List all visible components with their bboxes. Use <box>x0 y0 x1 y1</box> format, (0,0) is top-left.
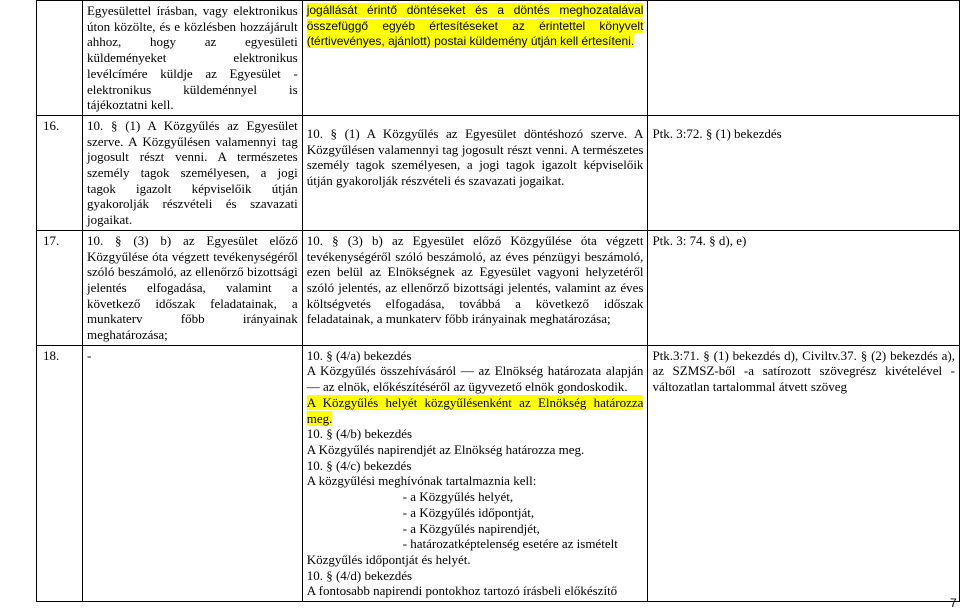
legal-reference: Ptk.3:71. § (1) bekezdés d), Civiltv.37. § (2) bekezdés a), az SZMSZ-ből -a satírozott szövegrész kivételével - változatlan tartalommal átvett szöveg <box>648 345 960 601</box>
section-heading: 10. § (4/c) bekezdés <box>306 457 412 473</box>
section-heading: 10. § (4/a) bekezdés <box>306 347 412 363</box>
proposed-text <box>302 345 648 601</box>
row-number <box>37 1 83 116</box>
section-heading: 10. § (4/d) bekezdés <box>306 567 413 583</box>
list-item: - a Közgyűlés napirendjét, <box>402 520 540 536</box>
table-row <box>37 115 960 230</box>
list-item: - a Közgyűlés időpontját, <box>402 504 535 520</box>
table-row <box>37 230 960 345</box>
page-number: 7 <box>950 596 957 610</box>
current-text: Egyesülettel írásban, vagy elektronikus úton közölte, és e közlésben hozzájárult ahhoz, hogy az egyesületi küldeményeket elektronikus levélcímére küldje az Egyesület - elektronikus küldeménnyel is tájékoztatni kell. <box>82 1 302 116</box>
row-number: 17. <box>37 230 83 345</box>
legal-reference: Ptk. 3:72. § (1) bekezdés <box>648 115 960 230</box>
paragraph: A Közgyűlés napirendjét az Elnökség határozza meg. <box>306 441 585 457</box>
paragraph: Közgyűlés időpontját és helyét. <box>306 551 471 567</box>
proposed-text <box>302 1 648 116</box>
table-row <box>37 1 960 116</box>
current-text: 10. § (1) A Közgyűlés az Egyesület szerve. A Közgyűlésen valamennyi tag jogosult részt venni. A természetes személy tagok személyesen, a jogi tagok igazolt képviselőik útján gyakorolják részvételi és szavazati jogaikat. <box>82 115 302 230</box>
legal-reference <box>648 1 960 116</box>
proposed-text: 10. § (3) b) az Egyesület előző Közgyűlése óta végzett tevékenységéről szóló beszámoló, az éves pénzügyi beszámoló, ezen belül az Elnökségnek az Egyesület vagyoni helyzetéről szóló jelentés, az ellenőrző bizottsági jelentés, valamint az éves költségvetés elfogadása, továbbá a következő időszak feladatainak, a munkaterv főbb irányainak meghatározása; <box>302 230 648 345</box>
current-text: 10. § (3) b) az Egyesület előző Közgyűlése óta végzett tevékenységéről szóló beszámoló, az ellenőrző bizottsági jelentés elfogadása, valamint a következő időszak feladatainak, a munkaterv főbb irányainak meghatározása; <box>82 230 302 345</box>
row-number: 16. <box>37 115 83 230</box>
section-heading: 10. § (4/b) bekezdés <box>306 426 413 442</box>
paragraph <box>307 395 644 426</box>
paragraph: A Közgyűlés összehívásáról — az Elnökség határozata alapján — az elnök, előkészítéséről az ügyvezető elnök gondoskodik. <box>306 363 644 395</box>
current-text: - <box>82 345 302 601</box>
highlighted-text: jogállását érintő döntéseket és a döntés meghozatalával összefüggő egyéb értesítéseket az érintettel könyvelt (tértivevényes, ajánlott) postai küldemény útján kell értesíteni. <box>306 3 644 48</box>
list-item: - határozatképtelenség esetére az ismételt <box>402 536 618 552</box>
table-row <box>37 345 960 601</box>
paragraph: A közgyűlési meghívónak tartalmaznia kell: <box>306 473 537 489</box>
paragraph: A fontosabb napirendi pontokhoz tartozó írásbeli előkészítő <box>306 583 618 599</box>
list-item: - a Közgyűlés helyét, <box>402 489 514 505</box>
highlighted-text: A Közgyűlés helyét közgyűlésenként az Elnökség határozza meg. <box>306 394 644 426</box>
proposed-text: 10. § (1) A Közgyűlés az Egyesület döntéshozó szerve. A Közgyűlésen valamennyi tag jogosult részt venni. A természetes személy tagok személyesen, a jogi tagok igazolt képviselőik útján gyakorolják részvételi és szavazati jogaikat. <box>302 115 648 230</box>
legal-reference: Ptk. 3: 74. § d), e) <box>648 230 960 345</box>
row-number: 18. <box>37 345 83 601</box>
comparison-table <box>36 0 960 602</box>
